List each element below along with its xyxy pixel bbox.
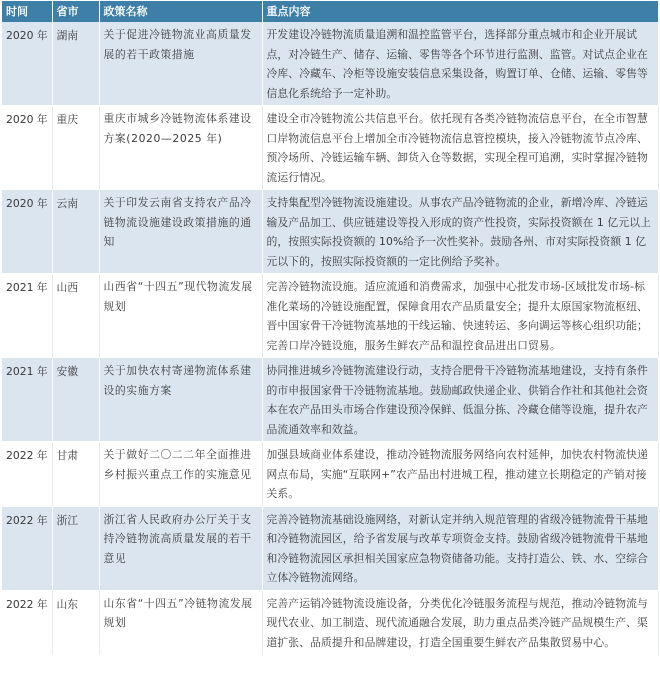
table-row	[2, 442, 658, 507]
row-policy-title: 关于印发云南省支持农产品冷链物流设施建设政策措施的通知	[99, 190, 262, 274]
row-province: 重庆	[52, 106, 99, 190]
row-province: 云南	[52, 190, 99, 274]
row-key-content: 完善冷链物流基础设施网络，对新认定并纳入规范管理的省级冷链物流骨干基地和冷链物流园区，给予省发展与改革专项资金支持。鼓励省级冷链物流骨干基地和冷链物流园区承担相关国家应急物资储备功能。支持打造公、铁、水、空综合立体冷链物流网络。	[262, 506, 658, 590]
header-policy-name: 政策名称	[99, 1, 262, 22]
row-year: 2022 年	[2, 442, 52, 507]
row-key-content: 协同推进城乡冷链物流建设行动，支持合肥骨干冷链物流基地建设，支持有条件的市申报国家骨干冷链物流基地。鼓励邮政快递企业、供销合作社和其他社会资本在农产品田头市场合作建设预冷保鲜、低温分拣、冷藏仓储等设施，提升农产品流通效率和效益。	[262, 358, 658, 442]
row-policy-title: 关于加快农村寄递物流体系建设的实施方案	[99, 358, 262, 442]
row-policy-title: 关于做好二〇二二年全面推进乡村振兴重点工作的实施意见	[99, 442, 262, 507]
row-province: 山东	[52, 590, 99, 655]
row-key-content: 建设全市冷链物流公共信息平台。依托现有各类冷链物流信息平台，在全市智慧口岸物流信息平台上增加全市冷链物流信息管控模块，接入冷链物流节点冷库、预冷场所、冷链运输车辆、卸货入仓等数据，实现全程可追溯，实时掌握冷链物流运行情况。	[262, 106, 658, 190]
row-key-content: 开发建设冷链物流质量追溯和温控监管平台，选择部分重点城市和企业开展试点，对冷链生产、储存、运输、零售等各个环节进行监测、监管。对试点企业在冷库、冷藏车、冷柜等设施安装信息采集设备，购置订单、仓储、运输、零售等信息化系统给予一定补助。	[262, 22, 658, 106]
header-province: 省市	[52, 1, 99, 22]
row-policy-title: 浙江省人民政府办公厅关于支持冷链物流高质量发展的若干意见	[99, 506, 262, 590]
table-row	[2, 274, 658, 358]
row-province: 甘肃	[52, 442, 99, 507]
row-policy-title: 重庆市城乡冷链物流体系建设方案(2020—2025 年)	[99, 106, 262, 190]
row-province: 湖南	[52, 22, 99, 106]
row-year: 2020 年	[2, 106, 52, 190]
row-key-content: 支持集配型冷链物流设施建设。从事农产品冷链物流的企业，新增冷库、冷链运输及产品加工、供应链建设等投入形成的资产性投资，实际投资额在 1 亿元以上的，按照实际投资额的 10%给予一次性奖补。鼓励各州、市对实际投资额 1 亿元以下的，按照实际投资额的一定比例给予奖补。	[262, 190, 658, 274]
row-key-content: 加强县域商业体系建设，推动冷链物流服务网络向农村延伸，加快农村物流快递网点布局，实施“互联网+”农产品出村进城工程，推动建立长期稳定的产销对接关系。	[262, 442, 658, 507]
table-row	[2, 506, 658, 590]
row-year: 2020 年	[2, 190, 52, 274]
header-time: 时间	[2, 1, 52, 22]
row-province: 安徽	[52, 358, 99, 442]
table-row	[2, 106, 658, 190]
row-policy-title: 山东省“十四五”冷链物流发展规划	[99, 590, 262, 655]
row-key-content: 完善产运销冷链物流设施设备，分类优化冷链服务流程与规范，推动冷链物流与现代农业、加工制造、现代流通融合发展，助力重点品类冷链产品规模生产、渠道扩张、品质提升和品牌建设，打造全国重要生鲜农产品集散贸易中心。	[262, 590, 658, 655]
header-key-content: 重点内容	[262, 1, 658, 22]
header-row	[2, 1, 658, 22]
row-year: 2020 年	[2, 22, 52, 106]
table-row	[2, 22, 658, 106]
table-header	[2, 1, 658, 22]
table-row	[2, 190, 658, 274]
policy-table	[2, 1, 659, 655]
table-body	[2, 22, 658, 655]
row-province: 山西	[52, 274, 99, 358]
row-year: 2021 年	[2, 274, 52, 358]
row-policy-title: 山西省“十四五”现代物流发展规划	[99, 274, 262, 358]
row-province: 浙江	[52, 506, 99, 590]
row-key-content: 完善冷链物流设施。适应流通和消费需求，加强中心批发市场-区域批发市场-标准化菜场的冷链设施配置，保障食用农产品质量安全；提升太原国家物流枢纽、晋中国家骨干冷链物流基地的干线运输、快速转运、多向调运等核心组织功能；完善口岸冷链设施，服务生鲜农产品和温控食品进出口贸易。	[262, 274, 658, 358]
row-year: 2022 年	[2, 506, 52, 590]
table-row	[2, 358, 658, 442]
row-year: 2022 年	[2, 590, 52, 655]
row-year: 2021 年	[2, 358, 52, 442]
row-policy-title: 关于促进冷链物流业高质量发展的若干政策措施	[99, 22, 262, 106]
table-row	[2, 590, 658, 655]
